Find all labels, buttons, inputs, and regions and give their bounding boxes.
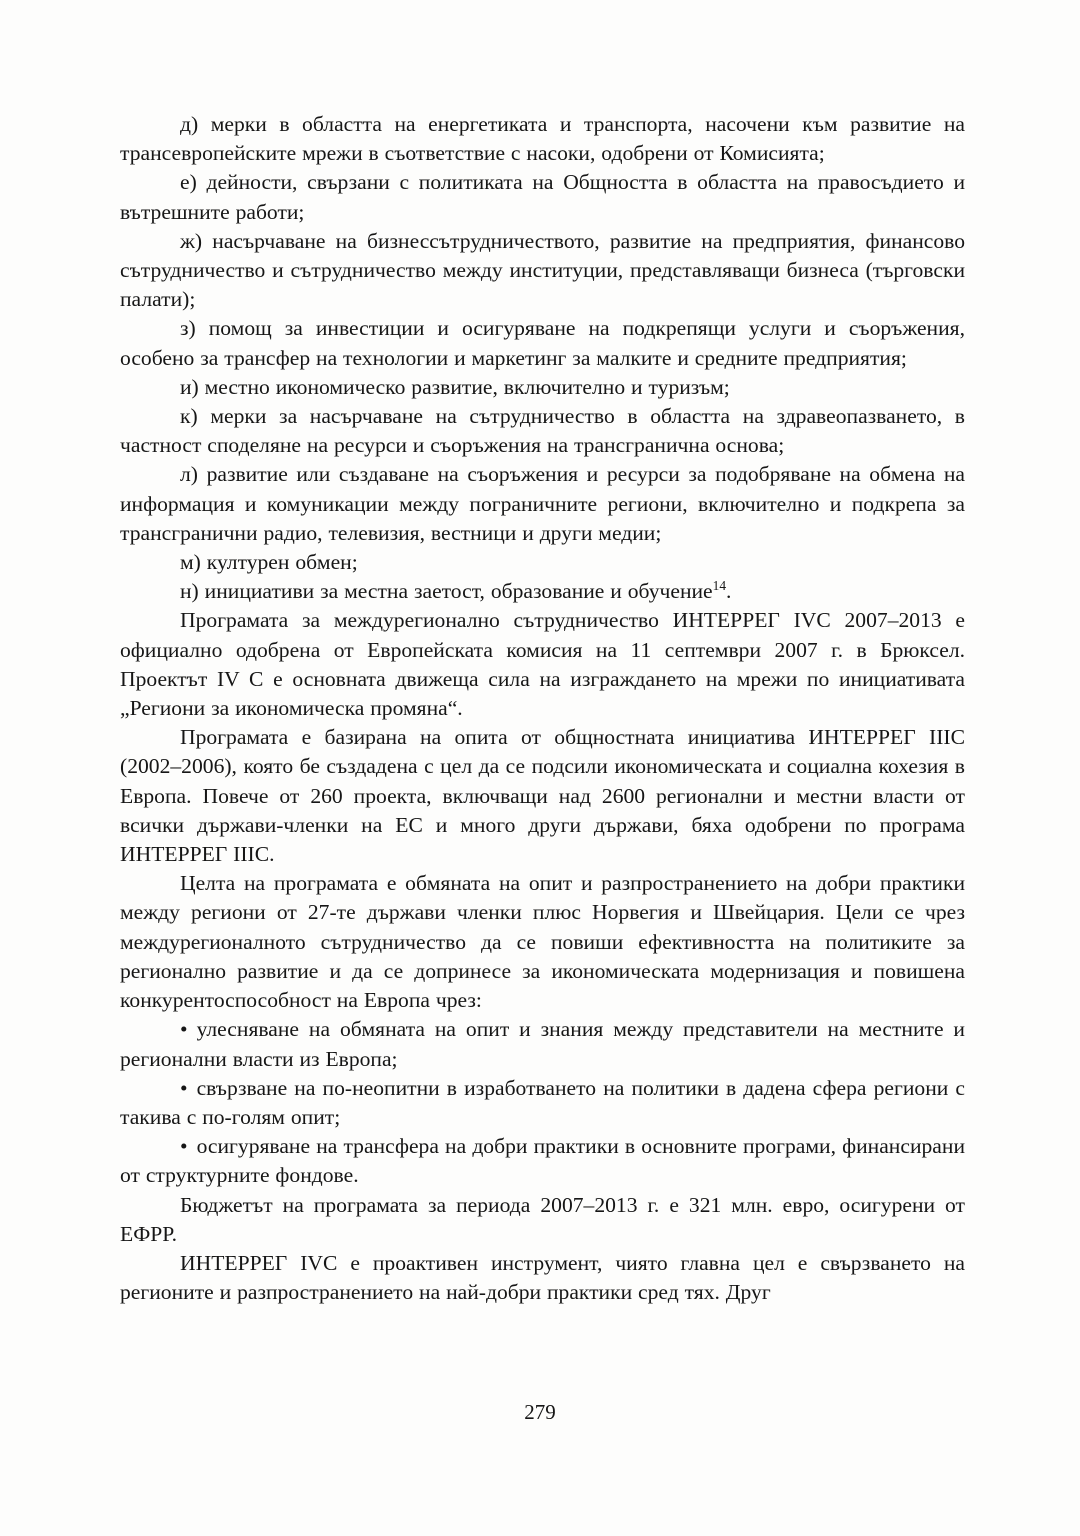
paragraph-program-basis: Програмата е базирана на опита от общностната инициатива ИНТЕРРЕГ IIIC (2002–2006), която бе създадена с цел да се подсили икономическата и социална кохезия в Европа. Повече от 260 проекта, включващи над 2600 регионални и местни власти от всички държави-членки на ЕС и много други държави, бяха одобрени по програма ИНТЕРРЕГ IIIC. bbox=[120, 725, 965, 867]
bullet-icon: • bbox=[180, 1017, 188, 1042]
paragraph-interreg: ИНТЕРРЕГ IVC е проактивен инструмент, чиято главна цел е свързването на регионите и разпространението на най-добри практики сред тях. Друг bbox=[120, 1250, 965, 1305]
paragraph-item-e: е) дейности, свързани с политиката на Общността в областта на правосъдието и вътрешните работи; bbox=[120, 170, 965, 224]
text-block bbox=[120, 110, 965, 1307]
paragraph-item-n-text: н) инициативи за местна заетост, образование и обучение bbox=[180, 579, 713, 604]
bullet-item-transfer-text: осигуряване на трансфера на добри практики в основните програми, финансирани от структурните фондове. bbox=[120, 1134, 965, 1188]
paragraph-item-k: к) мерки за насърчаване на сътрудничество в областта на здравеопазването, в частност споделяне на ресурси и съоръжения на трансгранична основа; bbox=[120, 404, 965, 458]
paragraph-item-d: д) мерки в областта на енергетиката и транспорта, насочени към развитие на трансевропейските мрежи в съответствие с насоки, одобрени от Комисията; bbox=[120, 112, 965, 166]
paragraph-item-z: з) помощ за инвестиции и осигуряване на подкрепящи услуги и съоръжения, особено за трансфер на технологии и маркетинг за малките и средните предприятия; bbox=[120, 316, 965, 370]
bullet-icon: • bbox=[180, 1134, 188, 1159]
paragraph-item-i: и) местно икономическо развитие, включително и туризъм; bbox=[180, 374, 730, 399]
paragraph-item-zh: ж) насърчаване на бизнессътрудничеството, развитие на предприятия, финансово сътрудничество и сътрудничество между институции, представляващи бизнеса (търговски палати); bbox=[120, 228, 965, 312]
paragraph-item-n bbox=[120, 577, 965, 606]
paragraph-item-n-after: . bbox=[726, 579, 732, 604]
bullet-item-linking bbox=[120, 1074, 965, 1132]
bullet-item-exchange-text: улесняване на обмяната на опит и знания между представители на местните и регионални власти из Европа; bbox=[120, 1017, 965, 1071]
footnote-ref: 14 bbox=[712, 578, 727, 594]
bullet-item-linking-text: свързване на по-неопитни в изработването на политики в дадена сфера региони с такива с по-голям опит; bbox=[120, 1075, 965, 1129]
bullet-icon: • bbox=[180, 1075, 188, 1100]
paragraph-item-m: м) културен обмен; bbox=[180, 550, 358, 575]
bullet-item-exchange bbox=[120, 1015, 965, 1073]
paragraph-budget: Бюджетът на програмата за периода 2007–2013 г. е 321 млн. евро, осигурени от ЕФРР. bbox=[120, 1192, 965, 1246]
paragraph-program-goal: Целта на програмата е обмяната на опит и разпространението на добри практики между региони от 27-те държави членки плюс Норвегия и Швейцария. Цели се чрез междурегионалното сътрудничество да се повиши ефективността на политиките за регионално развитие и да се допринесе за икономическата модернизация и повишена конкурентоспособност на Европа чрез: bbox=[120, 871, 965, 1013]
page-number: 279 bbox=[524, 1400, 556, 1424]
bullet-item-transfer bbox=[120, 1132, 965, 1190]
paragraph-item-l: л) развитие или създаване на съоръжения и ресурси за подобряване на обмена на информация и комуникации между пограничните региони, включително и подкрепа за трансгранични радио, телевизия, вестници и други медии; bbox=[120, 462, 965, 545]
paragraph-program-approval: Програмата за междурегионално сътрудничество ИНТЕРРЕГ IVC 2007–2013 е официално одобрена от Европейската комисия на 11 септември 2007 г. в Брюксел. Проектът IV C е основната движеща сила на изграждането на мрежи по инициативата „Региони за икономическа промяна“. bbox=[120, 608, 965, 721]
